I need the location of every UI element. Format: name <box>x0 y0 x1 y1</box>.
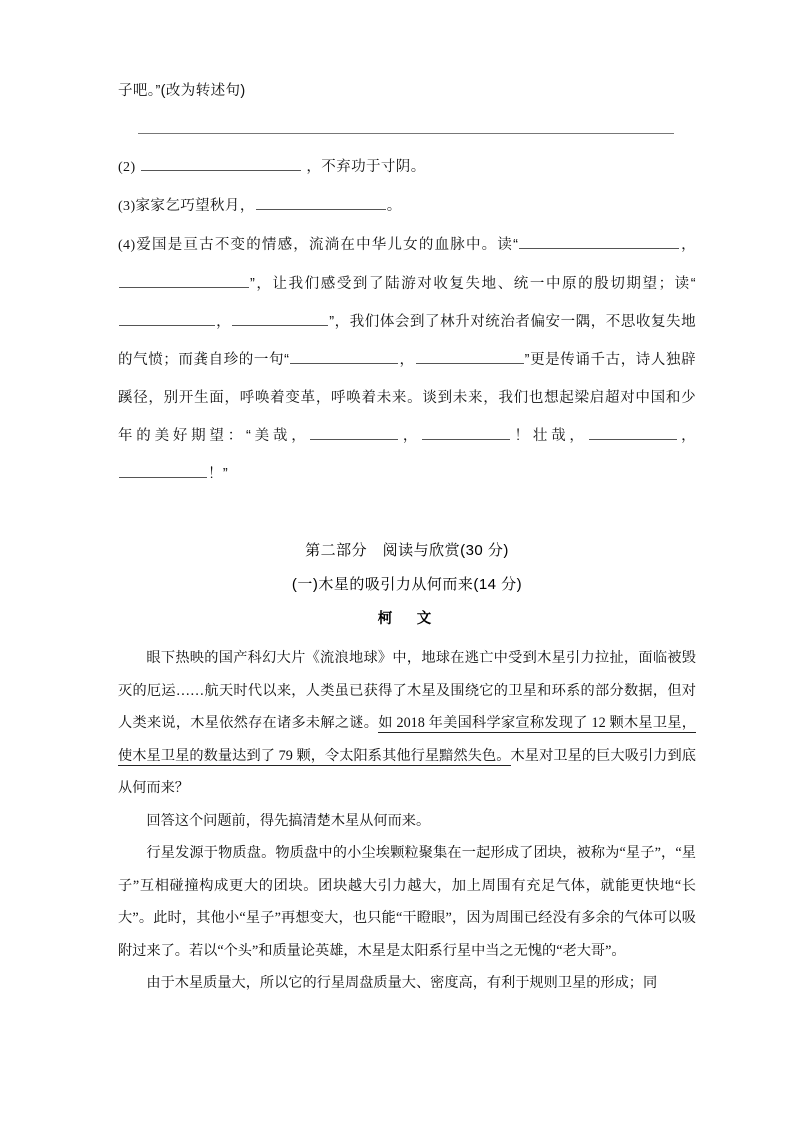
question-item-4 <box>118 226 696 493</box>
blank-field[interactable] <box>290 348 398 364</box>
fill-in-blank-section <box>118 72 696 493</box>
question-text: ，不弃功于寸阴。 <box>306 159 426 175</box>
q4-seg9: ！壮哉， <box>511 428 588 444</box>
q4-seg4: ， <box>216 314 232 330</box>
passage-run: 回答这个问题前，得先搞清楚木星从何而来。 <box>146 812 431 829</box>
blank-field[interactable] <box>119 272 249 288</box>
question-item-2 <box>118 148 696 187</box>
blank-field[interactable] <box>416 348 524 364</box>
passage-paragraph <box>118 805 696 838</box>
passage-run: 眼下热映的国产科幻大片《流浪地球》中，地球在逃亡中受到木星引力拉扯，面临被毁灭的厄运……航天时代以来，人类虽已获得了木星及围绕它的卫星和环系的部分数据，但对人类来说，木星依然存在诸多未解之谜。 <box>118 650 696 731</box>
blank-field[interactable] <box>519 233 679 249</box>
passage-paragraph <box>118 837 696 967</box>
carryover-line <box>118 72 696 110</box>
question-item-3 <box>118 187 696 226</box>
answer-rule-line[interactable] <box>118 110 696 148</box>
q4-seg11: ！” <box>208 466 229 482</box>
blank-field[interactable] <box>310 424 398 440</box>
passage-run-underlined: 如 2018 年美国科学家宣称发现了 12 颗木星卫星，使木星卫星的数量达到了 79 颗，令太阳系其他行星黯然失色。 <box>118 715 696 764</box>
q4-seg10: ， <box>677 428 697 444</box>
blank-field[interactable] <box>589 424 677 440</box>
part-title: 第二部分 阅读与欣赏(30 分) <box>305 542 509 559</box>
q4-seg5: ”，我们体会到了林升对统治者偏安一隅，不思收复失地的气愤；而龚自珍的一句“ <box>118 314 696 368</box>
q4-seg8: ， <box>399 428 422 444</box>
question-text-end: 。 <box>386 198 402 214</box>
passage-run: 行星发源于物质盘。物质盘中的小尘埃颗粒聚集在一起形成了团块，被称为“星子”，“星子”互相碰撞构成更大的团块。团块越大引力越大，加上周围有充足气体，就能更快地“长大”。此时，其他小“星子”再想变大，也只能“干瞪眼”，因为周围已经没有多余的气体可以吸附过来了。若以“个头”和质量论英雄，木星是太阳系行星中当之无愧的“老大哥”。 <box>118 845 696 959</box>
section-title: (一)木星的吸引力从何而来(14 分) <box>291 576 523 593</box>
carryover-text: 子吧。”(改为转述句) <box>118 83 246 99</box>
q4-seg3: ”，让我们感受到了陆游对收复失地、统一中原的殷切期望；读“ <box>250 276 696 292</box>
blank-field[interactable] <box>119 310 215 326</box>
page-content <box>118 72 696 1000</box>
blank-field[interactable] <box>422 424 510 440</box>
blank-field[interactable] <box>232 310 328 326</box>
passage-run: 由于木星质量大，所以它的行星周盘质量大、密度高，有利于规则卫星的形成；同 <box>146 975 658 991</box>
passage-paragraph <box>118 642 696 805</box>
q4-seg6: ， <box>399 352 415 368</box>
blank-field[interactable] <box>119 462 207 478</box>
question-number: (3) <box>118 199 136 214</box>
passage-run: 木星对卫星的巨大吸引力到底从何而来？ <box>118 747 696 796</box>
blank-field[interactable] <box>141 155 301 171</box>
author-name: 柯 文 <box>377 611 437 627</box>
q4-seg2: ， <box>680 237 696 253</box>
reading-passage <box>118 642 696 1000</box>
q4-seg7: ”更是传诵千古，诗人独辟蹊径，别开生面，呼唤着变革，呼唤着未来。谈到未来，我们也想起梁启超对中国和少年的美好期望：“美哉， <box>118 352 696 444</box>
question-number: (4) <box>118 238 136 253</box>
question-number: (2) <box>118 160 136 175</box>
question-text: 家家乞巧望秋月， <box>135 198 255 214</box>
passage-paragraph <box>118 967 696 1000</box>
blank-field[interactable] <box>256 194 386 210</box>
q4-seg1: 爱国是亘古不变的情感，流淌在中华儿女的血脉中。读“ <box>135 237 519 253</box>
